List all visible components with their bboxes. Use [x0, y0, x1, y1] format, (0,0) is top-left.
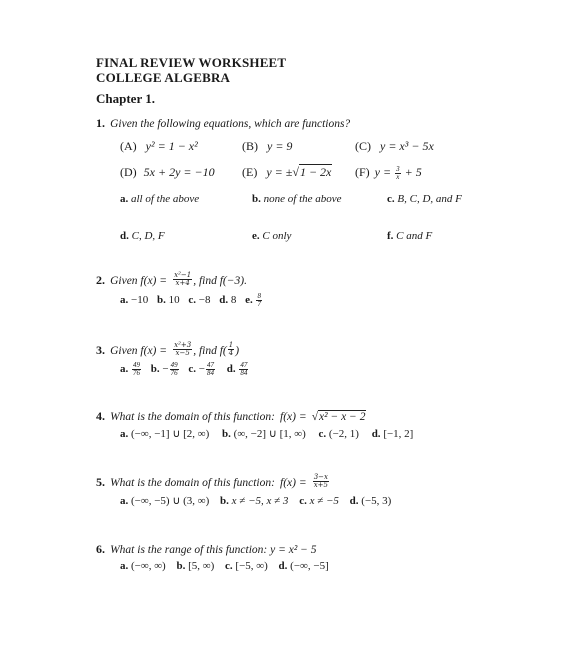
equation-e: [242, 165, 332, 180]
question-4: 4. What is the domain of this function: f(x) = √x² − x − 2: [96, 409, 366, 423]
function-fraction: $\frac{\text{x²+3}}{x-5}$: [174, 341, 192, 357]
question-prompt: What is the range of this function: y = x² − 5: [110, 544, 317, 556]
equation-d: [120, 165, 215, 180]
choice-text: C only: [262, 230, 292, 242]
q2-choices: [120, 293, 263, 308]
equation-expr: y = 9: [267, 139, 293, 153]
choice-label: c.: [387, 193, 395, 205]
question-prompt: Given the following equations, which are functions?: [110, 118, 351, 130]
equation-expr: 5x + 2y = −10: [143, 165, 215, 179]
choice-label: e.: [252, 230, 260, 242]
choice-e[interactable]: [252, 230, 291, 242]
q4-choices: [120, 427, 413, 440]
q5-choices: [120, 494, 391, 507]
choice-text: all of the above: [131, 193, 200, 205]
choice-label: f.: [387, 230, 394, 242]
choice-d[interactable]: [120, 230, 165, 242]
worksheet-title: FINAL REVIEW WORKSHEET: [96, 55, 287, 70]
equation-expr: y = ±√1 − 2x: [266, 165, 332, 179]
question-prompt: Given f(x) =: [110, 275, 168, 287]
equation-a: [120, 139, 198, 154]
question-3: 3. Given f(x) = $\frac{\text{x²+3}}{x-5}$ , find f( $\frac{1}{4}$ ): [96, 341, 240, 357]
question-number: 1.: [96, 116, 105, 130]
choice-text: none of the above: [263, 193, 342, 205]
equation-label: (C): [355, 139, 371, 153]
choice-d[interactable]: d. (−∞, −5]: [278, 560, 329, 572]
choice-b[interactable]: b. 10: [156, 294, 180, 307]
choice-a[interactable]: a. $\frac{49}{76}$: [120, 361, 140, 377]
choice-b[interactable]: b. (∞, −2] ∪ [1, ∞): [222, 428, 306, 440]
choice-d[interactable]: d. $\frac{47}{84}$: [226, 361, 248, 377]
choice-label: b.: [252, 193, 261, 205]
question-1: [96, 112, 350, 131]
equation-label: (F): [355, 165, 370, 179]
choice-b[interactable]: [252, 193, 342, 205]
choice-a[interactable]: a. −10: [120, 294, 149, 307]
choice-b[interactable]: b. − $\frac{49}{76}$: [150, 361, 178, 377]
choice-b[interactable]: b. [5, ∞): [176, 560, 215, 572]
choice-c[interactable]: [387, 193, 462, 205]
choice-c[interactable]: c. −8: [188, 294, 211, 307]
equation-label: (B): [242, 139, 258, 153]
choice-a[interactable]: [120, 193, 199, 205]
question-number: 5.: [96, 475, 105, 489]
question-prompt: What is the domain of this function:: [110, 411, 275, 423]
choice-a[interactable]: a. (−∞, ∞): [120, 560, 166, 572]
question-number: 6.: [96, 542, 105, 556]
question-number: 4.: [96, 409, 105, 423]
choice-label: d.: [120, 230, 129, 242]
q3-choices: [120, 362, 249, 377]
equation-label: (E): [242, 165, 258, 179]
q6-choices: [120, 560, 329, 572]
equation-expr: y = x³ − 5x: [380, 139, 434, 153]
equation-b: [242, 139, 292, 154]
choice-a[interactable]: a. (−∞, −5) ∪ (3, ∞): [120, 495, 210, 507]
choice-c[interactable]: c. x ≠ −5: [299, 495, 339, 507]
question-prompt: Given f(x) =: [110, 345, 168, 357]
choice-text: C, D, F: [131, 230, 165, 242]
choice-text: B, C, D, and F: [397, 193, 462, 205]
choice-d[interactable]: d. [−1, 2]: [371, 428, 414, 440]
equation-expr: y² = 1 − x²: [145, 139, 198, 153]
question-5: 5. What is the domain of this function: f(x) = $\frac{3-x}{x+5}$: [96, 473, 328, 489]
question-6: [96, 538, 317, 557]
equation-label: (A): [120, 139, 137, 153]
choice-c[interactable]: c. − $\frac{47}{84}$: [188, 361, 214, 377]
question-number: 2.: [96, 273, 105, 287]
question-2: 2. Given f(x) = $\frac{\text{x²−1}}{x+4}$ , find f(−3).: [96, 271, 247, 287]
course-title: COLLEGE ALGEBRA: [96, 70, 231, 85]
choice-d[interactable]: d. (−5, 3): [349, 495, 392, 507]
choice-d[interactable]: d. 8: [219, 294, 237, 307]
choice-e[interactable]: e. $\frac{8}{7}$: [245, 292, 261, 308]
choice-c[interactable]: c. [−5, ∞): [225, 560, 268, 572]
equation-expr: y = $\frac{3}{x}$ + 5: [374, 164, 422, 181]
choice-f[interactable]: [387, 230, 432, 242]
equation-label: (D): [120, 165, 137, 179]
choice-a[interactable]: a. (−∞, −1] ∪ [2, ∞): [120, 428, 210, 440]
question-prompt: What is the domain of this function:: [110, 477, 275, 489]
choice-text: C and F: [396, 230, 433, 242]
function-fraction: $\frac{3-x}{x+5}$: [313, 473, 328, 489]
choice-label: a.: [120, 193, 129, 205]
equation-c: [355, 139, 434, 154]
chapter-heading: Chapter 1.: [96, 91, 155, 106]
question-number: 3.: [96, 343, 105, 357]
choice-c[interactable]: c. (−2, 1): [318, 428, 359, 440]
equation-f: [355, 165, 422, 181]
function-fraction: $\frac{\text{x²−1}}{x+4}$: [174, 271, 192, 287]
choice-b[interactable]: b. x ≠ −5, x ≠ 3: [220, 495, 289, 507]
